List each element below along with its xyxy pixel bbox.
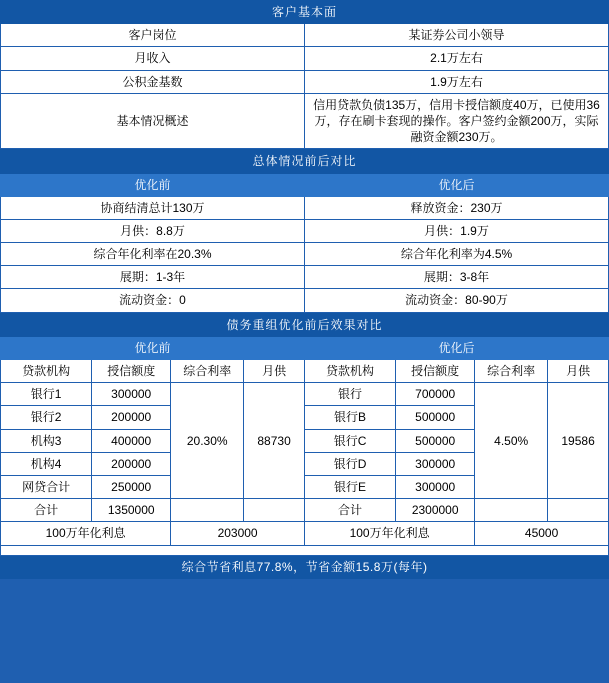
before-amount-1: 200000	[92, 406, 171, 429]
table-row	[1, 47, 609, 70]
summary-footer-text: 综合节省利息77.8%，节省金额15.8万(每年)	[1, 555, 609, 578]
basic-row-label-2: 公积金基数	[1, 70, 305, 93]
col-before-org: 贷款机构	[1, 360, 92, 383]
overall-after-1: 月供：1.9万	[305, 219, 609, 242]
debt-column-header-row	[1, 360, 609, 383]
col-before-rate: 综合利率	[171, 360, 244, 383]
before-rate-value: 20.30%	[171, 383, 244, 499]
after-payment-empty	[548, 499, 609, 522]
overall-head-before: 优化前	[1, 173, 305, 196]
before-amount-2: 400000	[92, 429, 171, 452]
after-amount-4: 300000	[396, 475, 475, 498]
debt-restructure-banner	[1, 313, 609, 336]
before-org-1: 银行2	[1, 406, 92, 429]
table-row	[1, 70, 609, 93]
debt-head-before: 优化前	[1, 336, 305, 359]
interest-label-before: 100万年化利息	[1, 522, 171, 545]
after-amount-3: 300000	[396, 452, 475, 475]
after-org-1: 银行B	[304, 406, 395, 429]
overall-before-3: 展期：1-3年	[1, 266, 305, 289]
before-payment-value: 88730	[244, 383, 305, 499]
overall-compare-header-row	[1, 173, 609, 196]
basic-row-label-1: 月收入	[1, 47, 305, 70]
overall-before-2: 综合年化利率在20.3%	[1, 243, 305, 266]
before-amount-4: 250000	[92, 475, 171, 498]
after-rate-value: 4.50%	[475, 383, 548, 499]
table-row	[1, 266, 609, 289]
basic-row-value-2: 1.9万左右	[305, 70, 609, 93]
after-org-3: 银行D	[304, 452, 395, 475]
debt-head-after: 优化后	[304, 336, 608, 359]
overall-compare-title: 总体情况前后对比	[1, 150, 609, 173]
after-amount-0: 700000	[396, 383, 475, 406]
table-row	[1, 383, 609, 406]
overall-head-after: 优化后	[305, 173, 609, 196]
interest-label-after: 100万年化利息	[304, 522, 474, 545]
col-after-rate: 综合利率	[475, 360, 548, 383]
before-payment-empty	[244, 499, 305, 522]
col-after-amount: 授信额度	[396, 360, 475, 383]
interest-value-before: 203000	[171, 522, 305, 545]
after-amount-5: 2300000	[396, 499, 475, 522]
table-row	[1, 24, 609, 47]
after-rate-empty	[475, 499, 548, 522]
overall-compare-table	[0, 149, 609, 312]
basic-summary-label: 基本情况概述	[1, 93, 305, 149]
table-row	[1, 522, 609, 545]
basic-row-label-0: 客户岗位	[1, 24, 305, 47]
basic-row-value-1: 2.1万左右	[305, 47, 609, 70]
overall-before-1: 月供：8.8万	[1, 219, 305, 242]
customer-basic-title: 客户基本面	[1, 1, 609, 24]
table-row	[1, 93, 609, 149]
after-amount-2: 500000	[396, 429, 475, 452]
before-org-5: 合计	[1, 499, 92, 522]
overall-before-4: 流动资金：0	[1, 289, 305, 312]
debt-restructure-title: 债务重组优化前后效果对比	[1, 313, 609, 336]
table-row	[1, 289, 609, 312]
overall-compare-banner	[1, 150, 609, 173]
table-row	[1, 196, 609, 219]
after-payment-value: 19586	[548, 383, 609, 499]
after-org-0: 银行	[304, 383, 395, 406]
basic-summary-text: 信用贷款负债135万，信用卡授信额度40万，已使用36万，存在刷卡套现的操作。客户签约金额200万，实际融资金额230万。	[305, 93, 609, 149]
before-amount-3: 200000	[92, 452, 171, 475]
overall-after-4: 流动资金：80-90万	[305, 289, 609, 312]
after-org-4: 银行E	[304, 475, 395, 498]
spacer-row	[1, 545, 609, 555]
table-row	[1, 499, 609, 522]
overall-before-0: 协商结清总计130万	[1, 196, 305, 219]
col-after-payment: 月供	[548, 360, 609, 383]
col-before-payment: 月供	[244, 360, 305, 383]
table-row	[1, 243, 609, 266]
overall-after-3: 展期：3-8年	[305, 266, 609, 289]
debt-compare-header-row	[1, 336, 609, 359]
after-org-5: 合计	[304, 499, 395, 522]
before-org-0: 银行1	[1, 383, 92, 406]
customer-basic-table	[0, 0, 609, 149]
overall-after-2: 综合年化利率为4.5%	[305, 243, 609, 266]
before-org-4: 网贷合计	[1, 475, 92, 498]
before-org-3: 机构4	[1, 452, 92, 475]
interest-value-after: 45000	[475, 522, 609, 545]
debt-restructure-table	[0, 313, 609, 579]
before-rate-empty	[171, 499, 244, 522]
before-amount-5: 1350000	[92, 499, 171, 522]
col-before-amount: 授信额度	[92, 360, 171, 383]
before-org-2: 机构3	[1, 429, 92, 452]
col-after-org: 贷款机构	[304, 360, 395, 383]
overall-after-0: 释放资金：230万	[305, 196, 609, 219]
after-amount-1: 500000	[396, 406, 475, 429]
before-amount-0: 300000	[92, 383, 171, 406]
summary-footer-banner	[1, 555, 609, 578]
customer-basic-banner	[1, 1, 609, 24]
table-row	[1, 219, 609, 242]
basic-row-value-0: 某证券公司小领导	[305, 24, 609, 47]
after-org-2: 银行C	[304, 429, 395, 452]
